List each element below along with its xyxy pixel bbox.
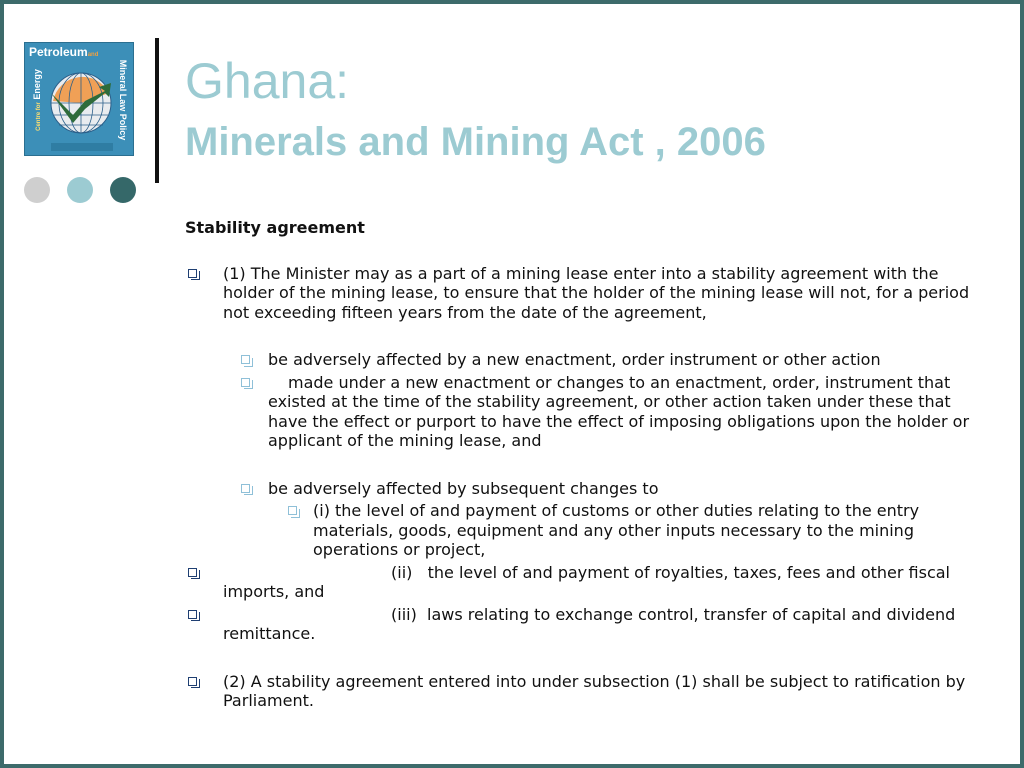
logo-left-text: Centre for Energy [32, 69, 42, 131]
section-heading: Stability agreement [185, 218, 365, 237]
list-item: made under a new enactment or changes to an enactment, order, instrument that existed at the time of the stability agreement, or other action taken under these that have the effect or purport to have the effect of imposing obligations upon the holder or applicant of the mining lease, and [185, 373, 985, 451]
list-item: (1) The Minister may as a part of a mining lease enter into a stability agreement with the holder of the mining lease, to ensure that the holder of the mining lease will not, for a period not exceeding fifteen years from the date of the agreement, [185, 264, 985, 323]
checkbox-bullet-icon [241, 378, 250, 387]
checkbox-bullet-icon [288, 506, 297, 515]
list-item: (2) A stability agreement entered into under subsection (1) shall be subject to ratification by Parliament. [185, 672, 985, 711]
list-item: be adversely affected by subsequent changes to [185, 479, 985, 499]
slide-title: Ghana: [185, 53, 350, 109]
checkbox-bullet-icon [188, 610, 197, 619]
checkbox-bullet-icon [241, 484, 250, 493]
list-item: (iii) laws relating to exchange control, transfer of capital and dividend remittance. [185, 605, 985, 644]
logo-bottom-band [51, 143, 113, 151]
title-divider [155, 38, 159, 183]
checkbox-bullet-icon [188, 568, 197, 577]
decor-dot-dark-teal [110, 177, 136, 203]
list-item: (ii) the level of and payment of royalties, taxes, fees and other fiscal imports, and [185, 563, 985, 602]
slide-subtitle: Minerals and Mining Act , 2006 [185, 120, 766, 164]
list-item: (i) the level of and payment of customs or other duties relating to the entry materials, goods, equipment and any other inputs necessary to the mining operations or project, [185, 501, 985, 560]
checkbox-bullet-icon [241, 355, 250, 364]
checkbox-bullet-icon [188, 269, 197, 278]
slide-body [185, 218, 985, 711]
decor-dot-grey [24, 177, 50, 203]
logo-top-text: Petroleumand [29, 45, 99, 59]
list-item: be adversely affected by a new enactment, order instrument or other action [185, 350, 985, 370]
centre-logo [24, 42, 134, 156]
checkbox-bullet-icon [188, 677, 197, 686]
logo-right-text: Mineral Law Policy [118, 59, 128, 141]
globe-icon [45, 63, 115, 143]
decor-dot-light-teal [67, 177, 93, 203]
